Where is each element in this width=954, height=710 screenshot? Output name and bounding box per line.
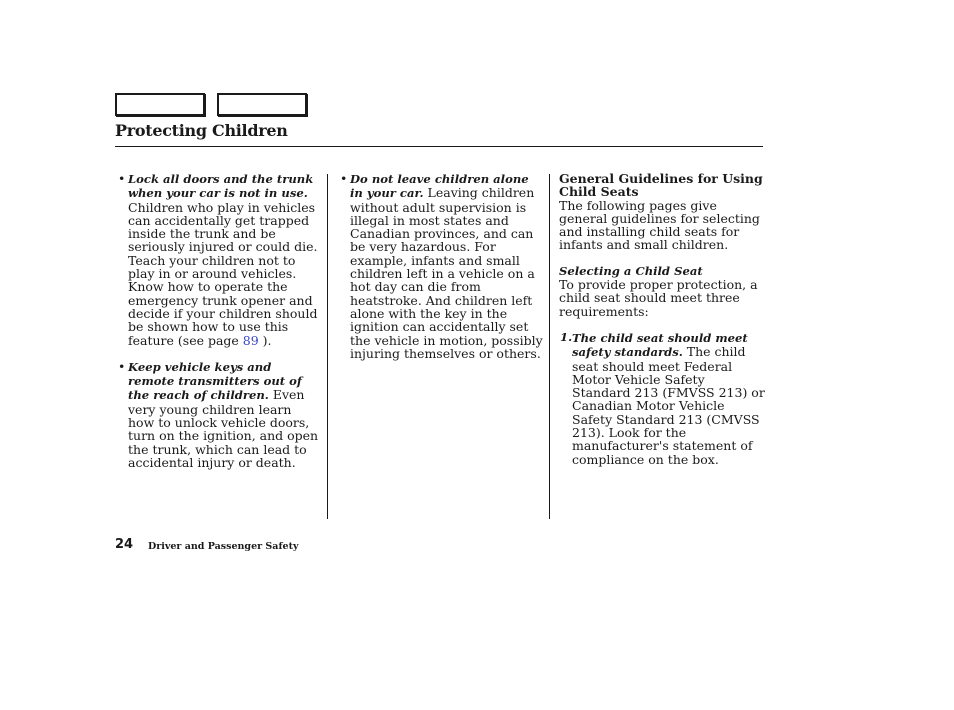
- footer-section-title: Driver and Passenger Safety: [148, 541, 299, 552]
- nav-button-contents[interactable]: [115, 93, 205, 116]
- bullet-body: Children who play in vehicles can accidentally get trapped inside the trunk and be seriously injured or could die. Teach your children not to play in or around vehicles. Know how to operate the emergency trunk opener and decide if your children should be shown how to use this feature (see page: [128, 199, 318, 348]
- bullet-lead: Do not leave children alone in your car.: [350, 172, 529, 201]
- page-title: Protecting Children: [115, 121, 288, 140]
- column-middle: [339, 172, 543, 373]
- column-right: [559, 172, 765, 466]
- column-divider: [549, 174, 550, 519]
- item-number: 1.: [560, 329, 573, 344]
- numbered-item: [559, 331, 765, 466]
- page-link[interactable]: 89: [242, 332, 259, 348]
- section-heading: General Guidelines for Using Child Seats: [559, 171, 763, 200]
- section-intro: The following pages give general guidelines for selecting and installing child seats for infants and small children.: [559, 197, 760, 253]
- bullet-lead: Lock all doors and the trunk when your car is not in use.: [128, 172, 314, 201]
- page-number: 24: [115, 537, 134, 552]
- column-divider: [327, 174, 328, 519]
- item-body: The child seat should meet Federal Motor Vehicle Safety Standard 213 (FMVSS 213) or Canadian Motor Vehicle Safety Standard 213 (CMVSS 213). Look for the manufacturer's statement of compliance on the box.: [572, 344, 765, 467]
- bullet-body: Leaving children without adult supervision is illegal in most states and Canadian provinces, and can be very hazardous. For example, infants and small children left in a vehicle on a hot day can die from heatstroke. And children left alone with the key in the ignition can accidentally set the vehicle in motion, possibly injuring themselves or others.: [350, 185, 543, 361]
- bullet-lead: Keep vehicle keys and remote transmitters out of the reach of children.: [128, 359, 302, 403]
- subsection-intro: To provide proper protection, a child seat should meet three requirements:: [559, 277, 758, 319]
- list-item: [339, 172, 543, 360]
- bullet-tail: ).: [258, 332, 272, 348]
- item-lead: The child seat should meet safety standards.: [572, 330, 748, 360]
- list-item: [117, 360, 321, 469]
- subsection-heading: Selecting a Child Seat: [559, 263, 703, 278]
- bullet-icon: •: [118, 171, 126, 186]
- bullet-body: Even very young children learn how to unlock vehicle doors, turn on the ignition, and open the trunk, which can lead to accidental injury or death.: [128, 387, 319, 470]
- bullet-icon: •: [118, 358, 126, 374]
- nav-button-index[interactable]: [217, 93, 307, 116]
- list-item: [117, 172, 321, 347]
- column-left: [117, 172, 321, 482]
- bullet-icon: •: [340, 171, 348, 186]
- header-rule: [115, 146, 763, 147]
